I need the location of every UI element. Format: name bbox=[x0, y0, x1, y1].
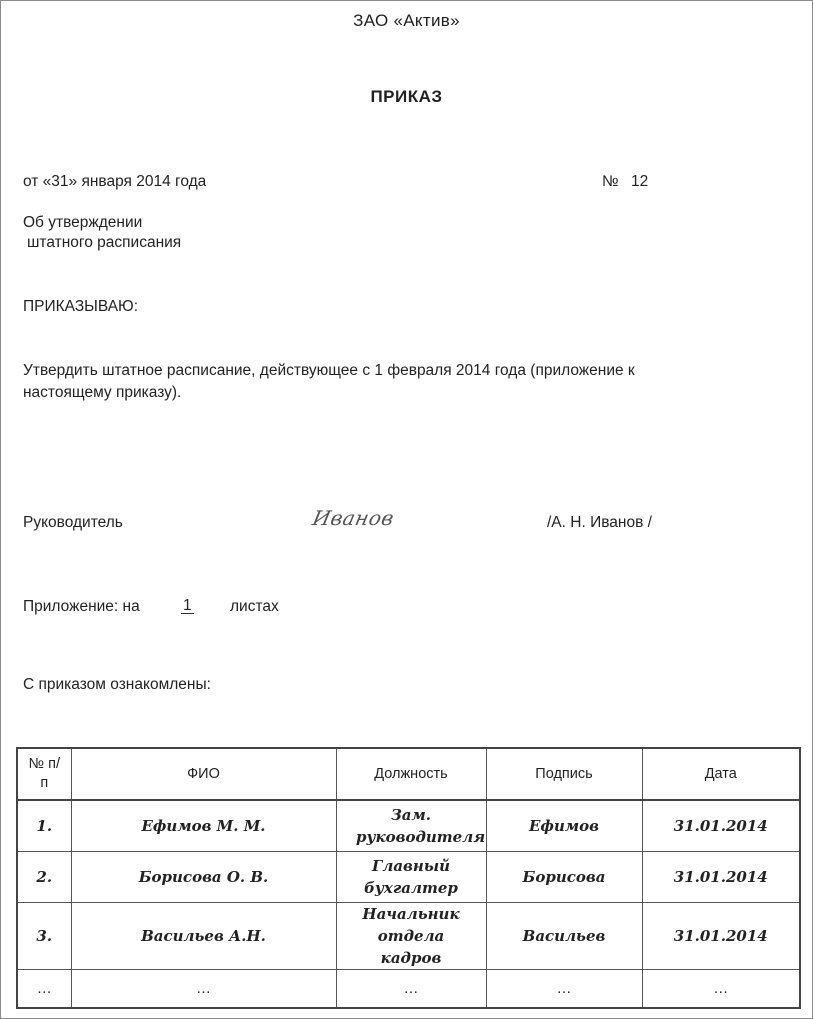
cell-fio: Борисова О. В. bbox=[71, 852, 336, 903]
cell-date: … bbox=[642, 970, 800, 1009]
organization-name: ЗАО «Актив» bbox=[353, 11, 460, 30]
cell-fio: … bbox=[71, 970, 336, 1009]
order-number: 12 bbox=[631, 173, 649, 190]
table-row bbox=[17, 800, 800, 852]
order-text-line-2: настоящему приказу). bbox=[23, 384, 182, 401]
table-header-row bbox=[17, 748, 800, 800]
column-header-signature: Подпись bbox=[486, 748, 642, 800]
cell-position: Зам. руководителя bbox=[336, 800, 486, 852]
order-text-line-1: Утвердить штатное расписание, действующее с 1 февраля 2014 года (приложение к bbox=[23, 362, 635, 379]
cell-date: 31.01.2014 bbox=[642, 852, 800, 903]
attachment-count: 1 bbox=[183, 597, 192, 614]
table-row bbox=[17, 903, 800, 970]
handwritten-signature: Иванов bbox=[310, 506, 397, 530]
order-date: от «31» января 2014 года bbox=[23, 173, 207, 190]
attachment-label: Приложение: на bbox=[23, 598, 140, 615]
order-number-label: № bbox=[602, 173, 619, 190]
attachment-unit: листах bbox=[230, 598, 279, 615]
cell-position: Главный бухгалтер bbox=[336, 852, 486, 903]
column-header-position: Должность bbox=[336, 748, 486, 800]
signatory-label: Руководитель bbox=[23, 514, 123, 531]
cell-num: 1. bbox=[17, 800, 71, 852]
cell-date: 31.01.2014 bbox=[642, 903, 800, 970]
order-keyword: ПРИКАЗЫВАЮ: bbox=[23, 298, 139, 315]
cell-signature: … bbox=[486, 970, 642, 1009]
table-row bbox=[17, 970, 800, 1009]
table-row bbox=[17, 852, 800, 903]
signatory-name: /А. Н. Иванов / bbox=[547, 514, 652, 531]
column-header-fio: ФИО bbox=[71, 748, 336, 800]
document-title: ПРИКАЗ bbox=[370, 87, 443, 106]
acknowledgement-label: С приказом ознакомлены: bbox=[23, 676, 211, 693]
cell-num: 2. bbox=[17, 852, 71, 903]
subject-line-1: Об утверждении bbox=[23, 214, 143, 231]
cell-signature: Борисова bbox=[486, 852, 642, 903]
acknowledgement-table bbox=[16, 747, 801, 1009]
cell-date: 31.01.2014 bbox=[642, 800, 800, 852]
cell-num: 3. bbox=[17, 903, 71, 970]
cell-fio: Васильев А.Н. bbox=[71, 903, 336, 970]
column-header-num: № п/п bbox=[17, 748, 71, 800]
cell-signature: Васильев bbox=[486, 903, 642, 970]
cell-position: Начальник отдела кадров bbox=[336, 903, 486, 970]
cell-position: … bbox=[336, 970, 486, 1009]
cell-num: … bbox=[17, 970, 71, 1009]
cell-signature: Ефимов bbox=[486, 800, 642, 852]
cell-fio: Ефимов М. М. bbox=[71, 800, 336, 852]
subject-line-2: штатного расписания bbox=[27, 234, 182, 251]
column-header-date: Дата bbox=[642, 748, 800, 800]
